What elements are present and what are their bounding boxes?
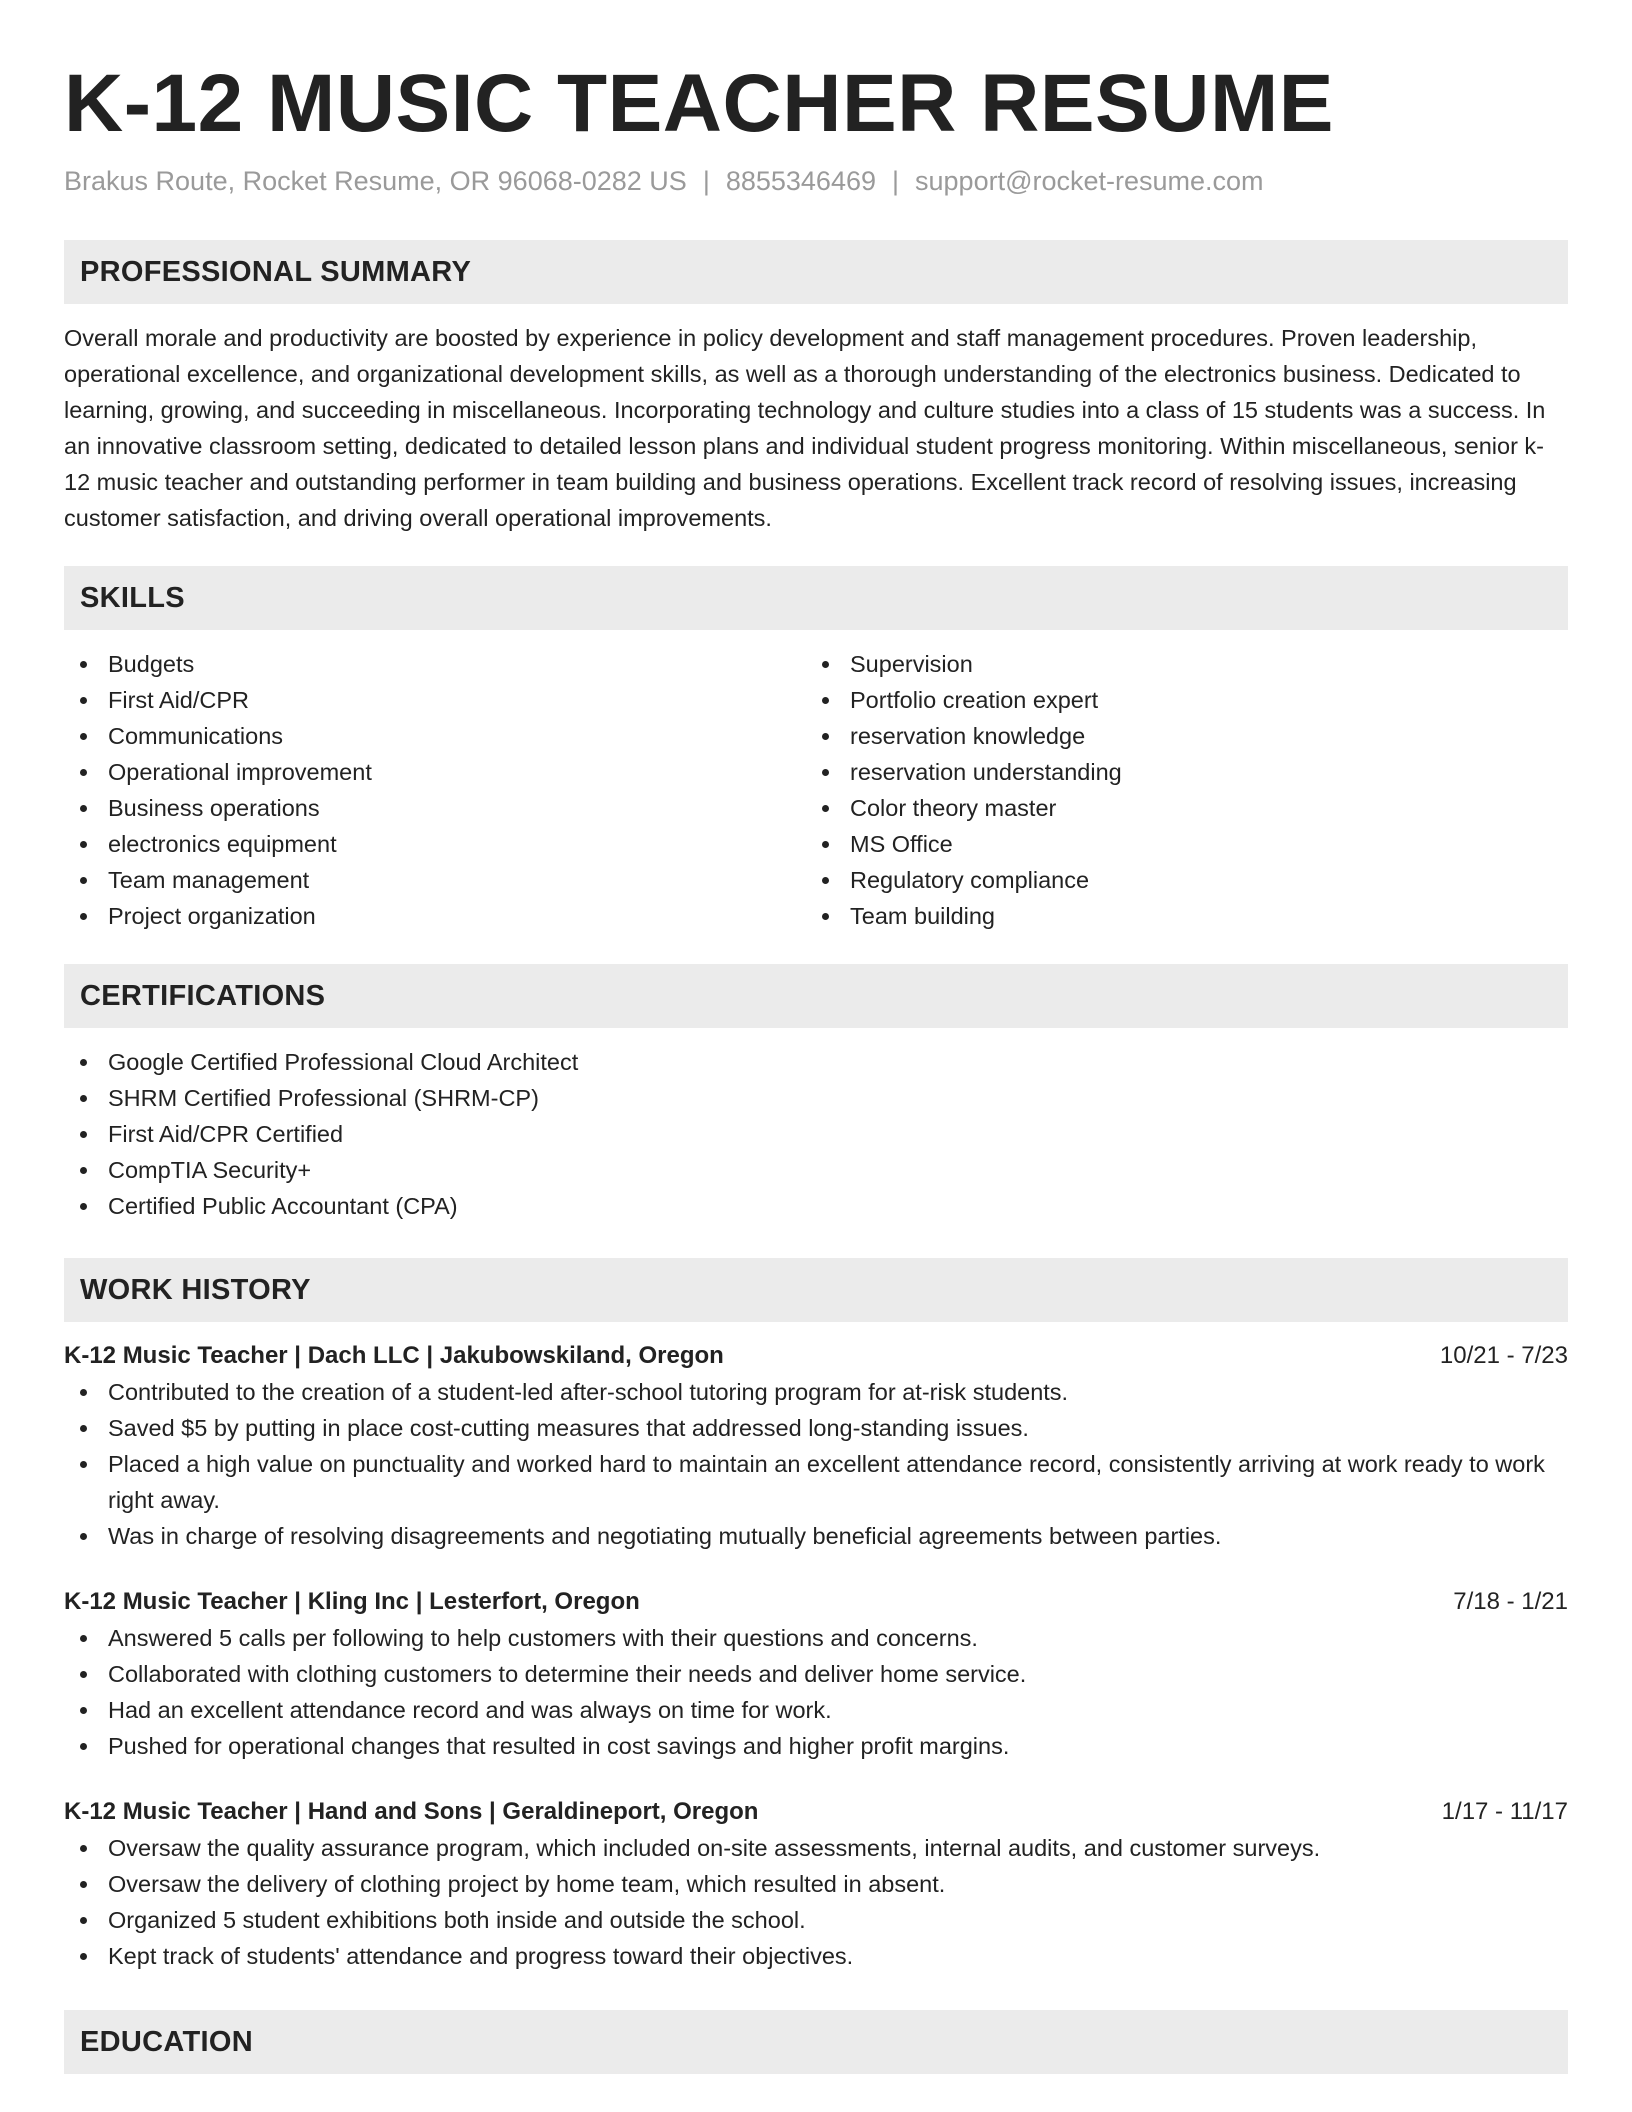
skill-item: Supervision [806, 646, 1548, 682]
skill-item: Operational improvement [64, 754, 806, 790]
job-bullet: Was in charge of resolving disagreements and negotiating mutually beneficial agreements between parties. [64, 1518, 1568, 1554]
job-entry [64, 1584, 1568, 1764]
skill-item: reservation knowledge [806, 718, 1548, 754]
contact-line [64, 164, 1568, 198]
skill-item: Business operations [64, 790, 806, 826]
certification-item: First Aid/CPR Certified [64, 1116, 1568, 1152]
contact-email: support@rocket-resume.com [915, 166, 1264, 196]
skill-item: Communications [64, 718, 806, 754]
resume-page [64, 0, 1568, 2074]
job-bullet: Kept track of students' attendance and progress toward their objectives. [64, 1938, 1568, 1974]
job-bullets [64, 1830, 1568, 1974]
job-bullet: Answered 5 calls per following to help customers with their questions and concerns. [64, 1620, 1568, 1656]
skill-item: reservation understanding [806, 754, 1548, 790]
section-header-certifications: CERTIFICATIONS [64, 964, 1568, 1028]
job-bullets [64, 1620, 1568, 1764]
skill-item: Portfolio creation expert [806, 682, 1548, 718]
section-header-work-history: WORK HISTORY [64, 1258, 1568, 1322]
job-bullet: Placed a high value on punctuality and worked hard to maintain an excellent attendance record, consistently arriving at work ready to work right away. [64, 1446, 1568, 1518]
job-bullets [64, 1374, 1568, 1554]
job-header [64, 1794, 1568, 1830]
certification-item: Google Certified Professional Cloud Architect [64, 1044, 1568, 1080]
contact-separator: | [702, 166, 710, 196]
certification-item: SHRM Certified Professional (SHRM-CP) [64, 1080, 1568, 1116]
skill-item: Regulatory compliance [806, 862, 1548, 898]
skill-item: MS Office [806, 826, 1548, 862]
job-dates: 7/18 - 1/21 [1453, 1588, 1568, 1615]
job-dates: 1/17 - 11/17 [1441, 1798, 1568, 1825]
skill-item: electronics equipment [64, 826, 806, 862]
job-bullet: Had an excellent attendance record and was always on time for work. [64, 1692, 1568, 1728]
section-header-summary: PROFESSIONAL SUMMARY [64, 240, 1568, 304]
skills-grid [64, 646, 1568, 934]
section-header-education: EDUCATION [64, 2010, 1568, 2074]
job-title: K-12 Music Teacher | Kling Inc | Lesterfort, Oregon [64, 1588, 640, 1615]
summary-text: Overall morale and productivity are boosted by experience in policy development and staff management procedures. Proven leadership, operational excellence, and organizational development skills, as well as a thorough understanding of the electronics business. Dedicated to learning, growing, and succeeding in miscellaneous. Incorporating technology and culture studies into a class of 15 students was a success. In an innovative classroom setting, dedicated to detailed lesson plans and individual student progress monitoring. Within miscellaneous, senior k-12 music teacher and outstanding performer in team building and business operations. Excellent track record of resolving issues, increasing customer satisfaction, and driving overall operational improvements. [64, 325, 1546, 531]
skill-item: Color theory master [806, 790, 1548, 826]
job-bullet: Oversaw the quality assurance program, which included on-site assessments, internal audits, and customer surveys. [64, 1830, 1568, 1866]
job-entry [64, 1338, 1568, 1554]
job-bullet: Saved $5 by putting in place cost-cutting measures that addressed long-standing issues. [64, 1410, 1568, 1446]
job-header [64, 1584, 1568, 1620]
job-header [64, 1338, 1568, 1374]
skill-item: Project organization [64, 898, 806, 934]
job-bullet: Pushed for operational changes that resulted in cost savings and higher profit margins. [64, 1728, 1568, 1764]
skill-item: Budgets [64, 646, 806, 682]
contact-address: Brakus Route, Rocket Resume, OR 96068-0282 US [64, 166, 687, 196]
certification-item: Certified Public Accountant (CPA) [64, 1188, 1568, 1224]
job-bullet: Organized 5 student exhibitions both inside and outside the school. [64, 1902, 1568, 1938]
job-entry [64, 1794, 1568, 1974]
contact-separator: | [892, 166, 900, 196]
skills-list-right [806, 646, 1548, 934]
skill-item: Team management [64, 862, 806, 898]
skills-list-left [64, 646, 806, 934]
job-dates: 10/21 - 7/23 [1439, 1342, 1568, 1369]
job-title: K-12 Music Teacher | Dach LLC | Jakubowskiland, Oregon [64, 1342, 724, 1369]
section-header-skills: SKILLS [64, 566, 1568, 630]
certification-item: CompTIA Security+ [64, 1152, 1568, 1188]
skill-item: First Aid/CPR [64, 682, 806, 718]
job-bullet: Oversaw the delivery of clothing project by home team, which resulted in absent. [64, 1866, 1568, 1902]
contact-phone: 8855346469 [725, 166, 876, 196]
job-bullet: Collaborated with clothing customers to determine their needs and deliver home service. [64, 1656, 1568, 1692]
job-bullet: Contributed to the creation of a student-led after-school tutoring program for at-risk students. [64, 1374, 1568, 1410]
resume-title: K-12 MUSIC TEACHER RESUME [64, 58, 1334, 149]
job-title: K-12 Music Teacher | Hand and Sons | Geraldineport, Oregon [64, 1798, 759, 1825]
certifications-list [64, 1044, 1568, 1224]
skill-item: Team building [806, 898, 1548, 934]
